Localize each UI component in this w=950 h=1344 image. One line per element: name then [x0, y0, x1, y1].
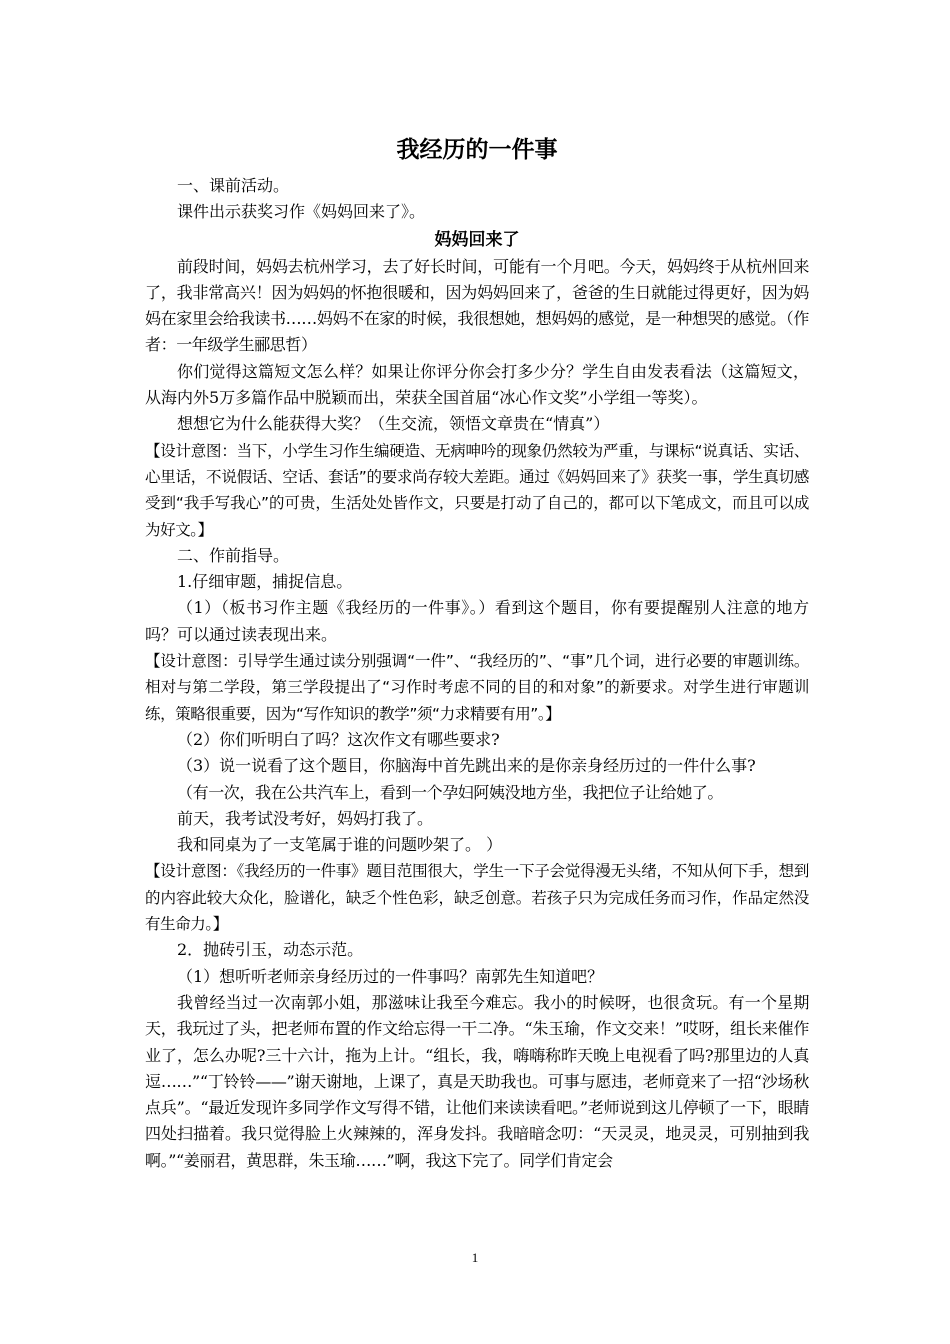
question-paragraph: 你们觉得这篇短文怎么样？如果让你评分你会打多少分？学生自由发表看法（这篇短文，从海内外5万多篇作品中脱颖而出，荣获全国首届“冰心作文奖”小学组一等奖）。	[145, 361, 809, 408]
story-paragraph: 我曾经当过一次南郭小姐，那滋味让我至今难忘。我小的时候呀，也很贪玩。有一个星期天，我玩过了头，把老师布置的作文给忘得一干二净。“朱玉瑜，作文交来！”哎呀，组长来催作业了，怎么办呢?三十六计，拖为上计。“组长，我，嗨嗨称昨天晚上电视看了吗?那里边的人真逗……”“丁铃铃——”谢天谢地，上课了，真是天助我也。可事与愿违，老师竟来了一招“沙场秋点兵”。“最近发现许多同学作文写得不错，让他们来读读看吧。”老师说到这儿停顿了一下，眼睛四处扫描着。我只觉得脸上火辣辣的，浑身发抖。我暗暗念叨：“天灵灵，地灵灵，可别抽到我啊。”“姜丽君，黄思群，朱玉瑜……”啊，我这下完了。同学们肯定会	[145, 992, 809, 1170]
example-paragraph: 前天，我考试没考好，妈妈打我了。	[177, 808, 434, 828]
document-title: 我经历的一件事	[396, 136, 558, 163]
design-intent-note: 【设计意图：《我经历的一件事》题目范围很大，学生一下子会觉得漫无头绪，不知从何下手，想到的内容此较大众化，脸谱化，缺乏个性色彩，缺乏创意。若孩子只为完成任务而习作，作品定然没有生命力。】	[145, 862, 809, 934]
design-intent-note: 【设计意图：引导学生通过读分别强调“一件”、“我经历的”、“事”几个词，进行必要的审题训练。相对与第二学段，第三学段提出了“习作时考虑不同的目的和对象”的新要求。对学生进行审题训练，策略很重要，因为“写作知识的教学”须“力求精要有用”。】	[145, 652, 809, 723]
step-heading: 1.仔细审题，捕捉信息。	[177, 572, 353, 592]
step-heading: 2．抛砖引玉，动态示范。	[177, 940, 364, 960]
step-paragraph: （1）（板书习作主题《我经历的一件事》。）看到这个题目，你有要提醒别人注意的地方吗？可以通过读表现出来。	[145, 598, 809, 644]
section-heading-guidance: 二、作前指导。	[177, 545, 290, 565]
page-number: 1	[471, 1250, 479, 1265]
design-intent-note: 【设计意图：当下，小学生习作生编硬造、无病呻吟的现象仍然较为严重，与课标“说真话、实话、心里话，不说假话、空话、套话”的要求尚存较大差距。通过《妈妈回来了》获奖一事，学生真切感受到“我手写我心”的可贵，生活处处皆作文，只要是打动了自己的，都可以下笔成文，而且可以成为好文。】	[145, 441, 809, 539]
essay-title: 妈妈回来了	[434, 229, 520, 250]
document-content	[145, 133, 809, 1174]
courseware-paragraph: 课件出示获奖习作《妈妈回来了》。	[177, 202, 426, 222]
reflection-paragraph: 想想它为什么能获得大奖？（生交流，领悟文章贵在“情真”）	[177, 414, 610, 434]
example-paragraph: （有一次，我在公共汽车上，看到一个孕妇阿姨没地方坐，我把位子让给她了。	[177, 782, 724, 802]
example-paragraph: 我和同桌为了一支笔属于谁的问题吵架了。 ）	[177, 835, 503, 855]
step-paragraph: （2）你们听明白了吗？这次作文有哪些要求?	[177, 729, 500, 749]
step-paragraph: （3）说一说看了这个题目，你脑海中首先跳出来的是你亲身经历过的一件什么事?	[177, 756, 756, 776]
step-paragraph: （1）想听听老师亲身经历过的一件事吗？南郭先生知道吧？	[177, 966, 604, 986]
essay-body-paragraph: 前段时间，妈妈去杭州学习，去了好长时间，可能有一个月吧。今天，妈妈终于从杭州回来了，我非常高兴！因为妈妈的怀抱很暖和，因为妈妈回来了，爸爸的生日就能过得更好，因为妈妈在家里会给我读书……妈妈不在家的时候，我很想她，想妈妈的感觉，是一种想哭的感觉。（作者：一年级学生郦思哲）	[145, 256, 809, 355]
section-heading-pre-class: 一、课前活动。	[177, 176, 290, 195]
